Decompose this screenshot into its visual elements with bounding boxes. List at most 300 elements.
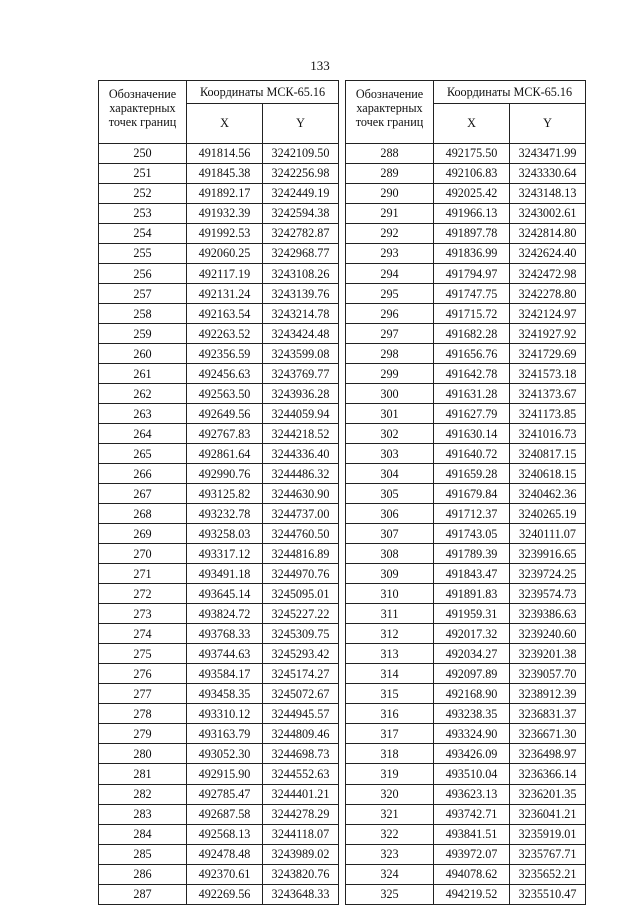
x-coordinate-cell: 491891.83 bbox=[434, 584, 510, 604]
x-coordinate-cell: 493768.33 bbox=[187, 624, 263, 644]
point-id-cell: 277 bbox=[99, 684, 187, 704]
table-row bbox=[99, 604, 339, 624]
x-coordinate-cell: 492163.54 bbox=[187, 304, 263, 324]
table-row bbox=[99, 584, 339, 604]
x-coordinate-cell: 493623.13 bbox=[434, 784, 510, 804]
point-id-cell: 264 bbox=[99, 424, 187, 444]
y-coordinate-cell: 3242278.80 bbox=[510, 284, 586, 304]
point-id-cell: 270 bbox=[99, 544, 187, 564]
point-id-cell: 289 bbox=[346, 164, 434, 184]
point-id-cell: 312 bbox=[346, 624, 434, 644]
table-row bbox=[99, 224, 339, 244]
x-coordinate-cell: 493232.78 bbox=[187, 504, 263, 524]
y-coordinate-cell: 3239240.60 bbox=[510, 624, 586, 644]
y-coordinate-cell: 3242594.38 bbox=[263, 204, 339, 224]
table-row bbox=[99, 744, 339, 764]
y-coordinate-cell: 3244816.89 bbox=[263, 544, 339, 564]
table-row bbox=[99, 364, 339, 384]
table-row bbox=[99, 144, 339, 164]
point-id-cell: 263 bbox=[99, 404, 187, 424]
y-coordinate-cell: 3240618.15 bbox=[510, 464, 586, 484]
point-id-cell: 308 bbox=[346, 544, 434, 564]
table-row bbox=[99, 624, 339, 644]
x-coordinate-cell: 491640.72 bbox=[434, 444, 510, 464]
table-row bbox=[99, 424, 339, 444]
point-id-cell: 267 bbox=[99, 484, 187, 504]
x-coordinate-cell: 492915.90 bbox=[187, 764, 263, 784]
x-coordinate-cell: 493510.04 bbox=[434, 764, 510, 784]
table-row bbox=[346, 264, 586, 284]
y-coordinate-cell: 3240111.07 bbox=[510, 524, 586, 544]
x-coordinate-cell: 491712.37 bbox=[434, 504, 510, 524]
table-row bbox=[346, 304, 586, 324]
x-coordinate-cell: 494078.62 bbox=[434, 864, 510, 884]
table-row bbox=[346, 844, 586, 864]
table-row bbox=[346, 764, 586, 784]
y-coordinate-cell: 3241573.18 bbox=[510, 364, 586, 384]
point-id-cell: 288 bbox=[346, 144, 434, 164]
y-coordinate-cell: 3242449.19 bbox=[263, 184, 339, 204]
point-id-cell: 282 bbox=[99, 784, 187, 804]
y-coordinate-cell: 3239057.70 bbox=[510, 664, 586, 684]
table-row bbox=[346, 224, 586, 244]
x-coordinate-cell: 493052.30 bbox=[187, 744, 263, 764]
table-row bbox=[99, 664, 339, 684]
y-coordinate-cell: 3235767.71 bbox=[510, 844, 586, 864]
point-id-cell: 275 bbox=[99, 644, 187, 664]
x-coordinate-cell: 493744.63 bbox=[187, 644, 263, 664]
y-coordinate-cell: 3240265.19 bbox=[510, 504, 586, 524]
point-id-cell: 272 bbox=[99, 584, 187, 604]
y-coordinate-cell: 3244970.76 bbox=[263, 564, 339, 584]
table-row bbox=[346, 784, 586, 804]
y-coordinate-cell: 3245072.67 bbox=[263, 684, 339, 704]
table-row bbox=[99, 184, 339, 204]
table-row bbox=[346, 424, 586, 444]
y-coordinate-cell: 3241927.92 bbox=[510, 324, 586, 344]
table-row bbox=[99, 344, 339, 364]
page-number: 133 bbox=[310, 58, 330, 73]
table-row bbox=[346, 664, 586, 684]
y-coordinate-cell: 3236201.35 bbox=[510, 784, 586, 804]
y-coordinate-cell: 3239574.73 bbox=[510, 584, 586, 604]
point-id-cell: 322 bbox=[346, 824, 434, 844]
x-coordinate-cell: 492563.50 bbox=[187, 384, 263, 404]
table-row bbox=[99, 764, 339, 784]
table-row bbox=[99, 244, 339, 264]
x-coordinate-cell: 492025.42 bbox=[434, 184, 510, 204]
column-header-coordinates: Координаты МСК-65.16 bbox=[187, 81, 339, 104]
x-coordinate-cell: 492478.48 bbox=[187, 844, 263, 864]
x-coordinate-cell: 493491.18 bbox=[187, 564, 263, 584]
point-id-cell: 324 bbox=[346, 864, 434, 884]
y-coordinate-cell: 3243330.64 bbox=[510, 164, 586, 184]
point-id-cell: 283 bbox=[99, 804, 187, 824]
table-row bbox=[346, 244, 586, 264]
point-id-cell: 294 bbox=[346, 264, 434, 284]
x-coordinate-cell: 491932.39 bbox=[187, 204, 263, 224]
x-coordinate-cell: 492175.50 bbox=[434, 144, 510, 164]
y-coordinate-cell: 3241016.73 bbox=[510, 424, 586, 444]
table-row bbox=[99, 724, 339, 744]
y-coordinate-cell: 3244336.40 bbox=[263, 444, 339, 464]
table-row bbox=[99, 444, 339, 464]
x-coordinate-cell: 493163.79 bbox=[187, 724, 263, 744]
table-row bbox=[346, 704, 586, 724]
point-id-cell: 315 bbox=[346, 684, 434, 704]
x-coordinate-cell: 491715.72 bbox=[434, 304, 510, 324]
y-coordinate-cell: 3238912.39 bbox=[510, 684, 586, 704]
point-id-cell: 298 bbox=[346, 344, 434, 364]
y-coordinate-cell: 3235652.21 bbox=[510, 864, 586, 884]
y-coordinate-cell: 3244552.63 bbox=[263, 764, 339, 784]
table-row bbox=[346, 684, 586, 704]
y-coordinate-cell: 3245293.42 bbox=[263, 644, 339, 664]
table-header bbox=[99, 81, 339, 144]
table-row bbox=[99, 844, 339, 864]
table-row bbox=[346, 724, 586, 744]
y-coordinate-cell: 3236831.37 bbox=[510, 704, 586, 724]
table-row bbox=[99, 164, 339, 184]
y-coordinate-cell: 3244486.32 bbox=[263, 464, 339, 484]
x-coordinate-cell: 491959.31 bbox=[434, 604, 510, 624]
table-row bbox=[346, 204, 586, 224]
column-header-y: Y bbox=[510, 103, 586, 144]
coordinates-table-right bbox=[345, 80, 586, 905]
point-id-cell: 276 bbox=[99, 664, 187, 684]
table-row bbox=[99, 504, 339, 524]
table-row bbox=[99, 564, 339, 584]
table-row bbox=[346, 184, 586, 204]
x-coordinate-cell: 491992.53 bbox=[187, 224, 263, 244]
table-body-right bbox=[346, 144, 586, 905]
y-coordinate-cell: 3239916.65 bbox=[510, 544, 586, 564]
point-id-cell: 307 bbox=[346, 524, 434, 544]
table-row bbox=[346, 584, 586, 604]
point-id-cell: 281 bbox=[99, 764, 187, 784]
table-row bbox=[346, 504, 586, 524]
x-coordinate-cell: 491845.38 bbox=[187, 164, 263, 184]
y-coordinate-cell: 3239386.63 bbox=[510, 604, 586, 624]
x-coordinate-cell: 492060.25 bbox=[187, 244, 263, 264]
point-id-cell: 305 bbox=[346, 484, 434, 504]
table-row bbox=[99, 804, 339, 824]
table-row bbox=[346, 324, 586, 344]
y-coordinate-cell: 3241173.85 bbox=[510, 404, 586, 424]
table-row bbox=[346, 404, 586, 424]
table-row bbox=[346, 544, 586, 564]
table-row bbox=[346, 444, 586, 464]
x-coordinate-cell: 492370.61 bbox=[187, 864, 263, 884]
table-row bbox=[346, 364, 586, 384]
y-coordinate-cell: 3244809.46 bbox=[263, 724, 339, 744]
y-coordinate-cell: 3242968.77 bbox=[263, 244, 339, 264]
point-id-cell: 260 bbox=[99, 344, 187, 364]
point-id-cell: 251 bbox=[99, 164, 187, 184]
x-coordinate-cell: 494219.52 bbox=[434, 884, 510, 904]
x-coordinate-cell: 492097.89 bbox=[434, 664, 510, 684]
x-coordinate-cell: 493645.14 bbox=[187, 584, 263, 604]
x-coordinate-cell: 493125.82 bbox=[187, 484, 263, 504]
column-header-y: Y bbox=[263, 103, 339, 144]
y-coordinate-cell: 3244401.21 bbox=[263, 784, 339, 804]
x-coordinate-cell: 491789.39 bbox=[434, 544, 510, 564]
y-coordinate-cell: 3243139.76 bbox=[263, 284, 339, 304]
table-row bbox=[346, 384, 586, 404]
x-coordinate-cell: 492168.90 bbox=[434, 684, 510, 704]
y-coordinate-cell: 3242814.80 bbox=[510, 224, 586, 244]
x-coordinate-cell: 491794.97 bbox=[434, 264, 510, 284]
x-coordinate-cell: 492117.19 bbox=[187, 264, 263, 284]
point-id-cell: 291 bbox=[346, 204, 434, 224]
point-id-cell: 280 bbox=[99, 744, 187, 764]
y-coordinate-cell: 3240462.36 bbox=[510, 484, 586, 504]
x-coordinate-cell: 491747.75 bbox=[434, 284, 510, 304]
point-id-cell: 301 bbox=[346, 404, 434, 424]
column-header-x: X bbox=[187, 103, 263, 144]
y-coordinate-cell: 3239201.38 bbox=[510, 644, 586, 664]
point-id-cell: 296 bbox=[346, 304, 434, 324]
table-row bbox=[99, 704, 339, 724]
point-id-cell: 268 bbox=[99, 504, 187, 524]
point-id-cell: 297 bbox=[346, 324, 434, 344]
table-row bbox=[99, 304, 339, 324]
point-id-cell: 293 bbox=[346, 244, 434, 264]
x-coordinate-cell: 493324.90 bbox=[434, 724, 510, 744]
y-coordinate-cell: 3244118.07 bbox=[263, 824, 339, 844]
column-header-coordinates: Координаты МСК-65.16 bbox=[434, 81, 586, 104]
point-id-cell: 257 bbox=[99, 284, 187, 304]
table-row bbox=[99, 784, 339, 804]
x-coordinate-cell: 492263.52 bbox=[187, 324, 263, 344]
table-row bbox=[99, 264, 339, 284]
x-coordinate-cell: 493972.07 bbox=[434, 844, 510, 864]
x-coordinate-cell: 492767.83 bbox=[187, 424, 263, 444]
table-row bbox=[346, 284, 586, 304]
point-id-cell: 318 bbox=[346, 744, 434, 764]
x-coordinate-cell: 492568.13 bbox=[187, 824, 263, 844]
table-row bbox=[346, 484, 586, 504]
point-id-cell: 317 bbox=[346, 724, 434, 744]
column-header-designation: Обозначение характерных точек границ bbox=[346, 81, 434, 144]
table-row bbox=[99, 544, 339, 564]
y-coordinate-cell: 3242256.98 bbox=[263, 164, 339, 184]
y-coordinate-cell: 3243148.13 bbox=[510, 184, 586, 204]
y-coordinate-cell: 3245174.27 bbox=[263, 664, 339, 684]
table-row bbox=[346, 164, 586, 184]
table-row bbox=[346, 144, 586, 164]
point-id-cell: 300 bbox=[346, 384, 434, 404]
x-coordinate-cell: 492990.76 bbox=[187, 464, 263, 484]
point-id-cell: 265 bbox=[99, 444, 187, 464]
point-id-cell: 254 bbox=[99, 224, 187, 244]
y-coordinate-cell: 3241729.69 bbox=[510, 344, 586, 364]
table-row bbox=[99, 864, 339, 884]
y-coordinate-cell: 3245309.75 bbox=[263, 624, 339, 644]
y-coordinate-cell: 3244945.57 bbox=[263, 704, 339, 724]
x-coordinate-cell: 491892.17 bbox=[187, 184, 263, 204]
table-row bbox=[99, 684, 339, 704]
table-row bbox=[346, 804, 586, 824]
point-id-cell: 287 bbox=[99, 884, 187, 904]
y-coordinate-cell: 3235510.47 bbox=[510, 884, 586, 904]
x-coordinate-cell: 492456.63 bbox=[187, 364, 263, 384]
y-coordinate-cell: 3243769.77 bbox=[263, 364, 339, 384]
point-id-cell: 321 bbox=[346, 804, 434, 824]
y-coordinate-cell: 3243214.78 bbox=[263, 304, 339, 324]
point-id-cell: 284 bbox=[99, 824, 187, 844]
table-row bbox=[99, 884, 339, 904]
table-row bbox=[346, 824, 586, 844]
x-coordinate-cell: 493317.12 bbox=[187, 544, 263, 564]
point-id-cell: 255 bbox=[99, 244, 187, 264]
table-row bbox=[99, 464, 339, 484]
y-coordinate-cell: 3243471.99 bbox=[510, 144, 586, 164]
y-coordinate-cell: 3242782.87 bbox=[263, 224, 339, 244]
x-coordinate-cell: 491743.05 bbox=[434, 524, 510, 544]
x-coordinate-cell: 492034.27 bbox=[434, 644, 510, 664]
x-coordinate-cell: 492861.64 bbox=[187, 444, 263, 464]
y-coordinate-cell: 3243989.02 bbox=[263, 844, 339, 864]
point-id-cell: 306 bbox=[346, 504, 434, 524]
point-id-cell: 250 bbox=[99, 144, 187, 164]
y-coordinate-cell: 3235919.01 bbox=[510, 824, 586, 844]
x-coordinate-cell: 491630.14 bbox=[434, 424, 510, 444]
point-id-cell: 256 bbox=[99, 264, 187, 284]
y-coordinate-cell: 3241373.67 bbox=[510, 384, 586, 404]
table-row bbox=[346, 884, 586, 904]
x-coordinate-cell: 493841.51 bbox=[434, 824, 510, 844]
y-coordinate-cell: 3242124.97 bbox=[510, 304, 586, 324]
x-coordinate-cell: 492131.24 bbox=[187, 284, 263, 304]
y-coordinate-cell: 3236366.14 bbox=[510, 764, 586, 784]
x-coordinate-cell: 491836.99 bbox=[434, 244, 510, 264]
point-id-cell: 290 bbox=[346, 184, 434, 204]
point-id-cell: 271 bbox=[99, 564, 187, 584]
y-coordinate-cell: 3243936.28 bbox=[263, 384, 339, 404]
table-row bbox=[99, 384, 339, 404]
y-coordinate-cell: 3245227.22 bbox=[263, 604, 339, 624]
y-coordinate-cell: 3245095.01 bbox=[263, 584, 339, 604]
table-row bbox=[99, 484, 339, 504]
point-id-cell: 292 bbox=[346, 224, 434, 244]
point-id-cell: 285 bbox=[99, 844, 187, 864]
x-coordinate-cell: 492649.56 bbox=[187, 404, 263, 424]
point-id-cell: 311 bbox=[346, 604, 434, 624]
table-row bbox=[346, 344, 586, 364]
x-coordinate-cell: 491642.78 bbox=[434, 364, 510, 384]
table-row bbox=[346, 524, 586, 544]
point-id-cell: 286 bbox=[99, 864, 187, 884]
table-row bbox=[346, 864, 586, 884]
y-coordinate-cell: 3243002.61 bbox=[510, 204, 586, 224]
x-coordinate-cell: 491682.28 bbox=[434, 324, 510, 344]
x-coordinate-cell: 492356.59 bbox=[187, 344, 263, 364]
point-id-cell: 313 bbox=[346, 644, 434, 664]
x-coordinate-cell: 493824.72 bbox=[187, 604, 263, 624]
y-coordinate-cell: 3244737.00 bbox=[263, 504, 339, 524]
x-coordinate-cell: 492017.32 bbox=[434, 624, 510, 644]
point-id-cell: 258 bbox=[99, 304, 187, 324]
table-header bbox=[346, 81, 586, 144]
y-coordinate-cell: 3244760.50 bbox=[263, 524, 339, 544]
x-coordinate-cell: 491656.76 bbox=[434, 344, 510, 364]
point-id-cell: 252 bbox=[99, 184, 187, 204]
point-id-cell: 316 bbox=[346, 704, 434, 724]
x-coordinate-cell: 492269.56 bbox=[187, 884, 263, 904]
point-id-cell: 325 bbox=[346, 884, 434, 904]
table-row bbox=[99, 204, 339, 224]
coordinates-table-left bbox=[98, 80, 339, 905]
y-coordinate-cell: 3243424.48 bbox=[263, 324, 339, 344]
table-row bbox=[346, 644, 586, 664]
point-id-cell: 295 bbox=[346, 284, 434, 304]
x-coordinate-cell: 491843.47 bbox=[434, 564, 510, 584]
point-id-cell: 310 bbox=[346, 584, 434, 604]
x-coordinate-cell: 493310.12 bbox=[187, 704, 263, 724]
point-id-cell: 262 bbox=[99, 384, 187, 404]
y-coordinate-cell: 3242624.40 bbox=[510, 244, 586, 264]
point-id-cell: 278 bbox=[99, 704, 187, 724]
point-id-cell: 261 bbox=[99, 364, 187, 384]
point-id-cell: 259 bbox=[99, 324, 187, 344]
y-coordinate-cell: 3243820.76 bbox=[263, 864, 339, 884]
y-coordinate-cell: 3239724.25 bbox=[510, 564, 586, 584]
x-coordinate-cell: 493458.35 bbox=[187, 684, 263, 704]
table-row bbox=[99, 284, 339, 304]
point-id-cell: 279 bbox=[99, 724, 187, 744]
x-coordinate-cell: 491966.13 bbox=[434, 204, 510, 224]
point-id-cell: 304 bbox=[346, 464, 434, 484]
y-coordinate-cell: 3244059.94 bbox=[263, 404, 339, 424]
x-coordinate-cell: 491814.56 bbox=[187, 144, 263, 164]
y-coordinate-cell: 3236671.30 bbox=[510, 724, 586, 744]
table-row bbox=[346, 604, 586, 624]
point-id-cell: 314 bbox=[346, 664, 434, 684]
point-id-cell: 309 bbox=[346, 564, 434, 584]
table-row bbox=[99, 404, 339, 424]
y-coordinate-cell: 3236498.97 bbox=[510, 744, 586, 764]
y-coordinate-cell: 3243108.26 bbox=[263, 264, 339, 284]
point-id-cell: 266 bbox=[99, 464, 187, 484]
y-coordinate-cell: 3240817.15 bbox=[510, 444, 586, 464]
x-coordinate-cell: 492687.58 bbox=[187, 804, 263, 824]
x-coordinate-cell: 491679.84 bbox=[434, 484, 510, 504]
point-id-cell: 274 bbox=[99, 624, 187, 644]
y-coordinate-cell: 3244218.52 bbox=[263, 424, 339, 444]
table-row bbox=[346, 564, 586, 584]
y-coordinate-cell: 3242472.98 bbox=[510, 264, 586, 284]
y-coordinate-cell: 3243648.33 bbox=[263, 884, 339, 904]
x-coordinate-cell: 493584.17 bbox=[187, 664, 263, 684]
y-coordinate-cell: 3243599.08 bbox=[263, 344, 339, 364]
y-coordinate-cell: 3244630.90 bbox=[263, 484, 339, 504]
x-coordinate-cell: 492106.83 bbox=[434, 164, 510, 184]
x-coordinate-cell: 491659.28 bbox=[434, 464, 510, 484]
point-id-cell: 323 bbox=[346, 844, 434, 864]
point-id-cell: 303 bbox=[346, 444, 434, 464]
x-coordinate-cell: 492785.47 bbox=[187, 784, 263, 804]
x-coordinate-cell: 491897.78 bbox=[434, 224, 510, 244]
point-id-cell: 253 bbox=[99, 204, 187, 224]
table-row bbox=[99, 824, 339, 844]
y-coordinate-cell: 3244278.29 bbox=[263, 804, 339, 824]
point-id-cell: 273 bbox=[99, 604, 187, 624]
table-row bbox=[346, 624, 586, 644]
column-header-x: X bbox=[434, 103, 510, 144]
point-id-cell: 302 bbox=[346, 424, 434, 444]
column-header-designation: Обозначение характерных точек границ bbox=[99, 81, 187, 144]
